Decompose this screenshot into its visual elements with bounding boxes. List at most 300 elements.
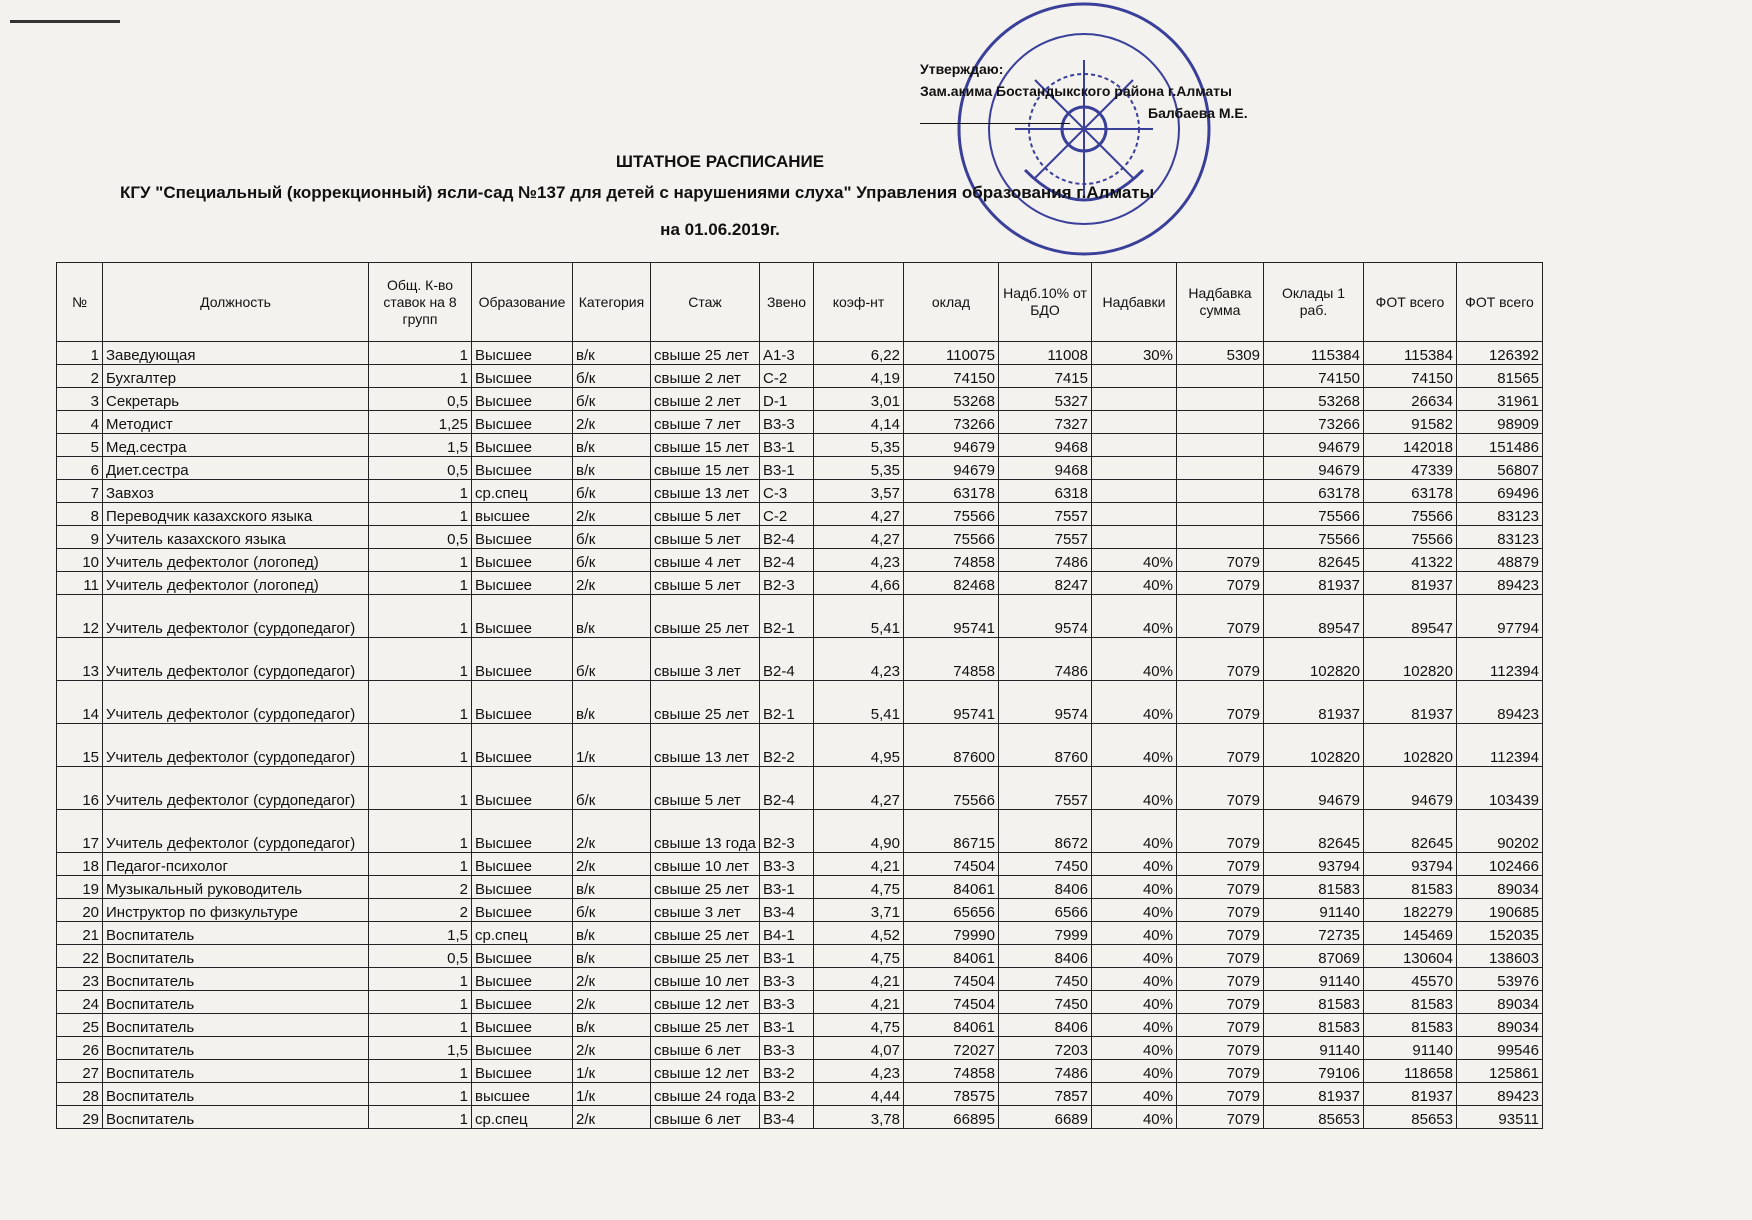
cell-exp: свыше 15 лет: [651, 434, 760, 457]
cell-fot1: 102820: [1364, 724, 1457, 767]
cell-pct: 40%: [1092, 810, 1177, 853]
cell-sal1: 81937: [1264, 681, 1364, 724]
cell-edu: ср.спец: [472, 480, 573, 503]
cell-n: 23: [57, 968, 103, 991]
cell-bonus: 7079: [1177, 1037, 1264, 1060]
cell-pct: [1092, 411, 1177, 434]
cell-coef: 3,78: [814, 1106, 904, 1129]
cell-fot2: 81565: [1457, 365, 1543, 388]
cell-exp: свыше 12 лет: [651, 1060, 760, 1083]
cell-fot1: 75566: [1364, 503, 1457, 526]
table-row: [57, 1083, 1543, 1106]
cell-coef: 5,35: [814, 434, 904, 457]
cell-bonus: 7079: [1177, 572, 1264, 595]
cell-pos: Учитель дефектолог (сурдопедагог): [103, 724, 369, 767]
cell-pos: Учитель дефектолог (сурдопедагог): [103, 595, 369, 638]
column-header: Должность: [103, 263, 369, 342]
cell-fot1: 81583: [1364, 991, 1457, 1014]
cell-pct: 40%: [1092, 899, 1177, 922]
cell-bonus: 7079: [1177, 922, 1264, 945]
doc-title: ШТАТНОЕ РАСПИСАНИЕ: [615, 152, 825, 171]
cell-sal1: 75566: [1264, 503, 1364, 526]
cell-salary: 84061: [904, 1014, 999, 1037]
cell-bonus: 7079: [1177, 945, 1264, 968]
cell-bdo: 9468: [999, 434, 1092, 457]
cell-salary: 72027: [904, 1037, 999, 1060]
table-row: [57, 457, 1543, 480]
cell-fot2: 138603: [1457, 945, 1543, 968]
cell-edu: Высшее: [472, 638, 573, 681]
cell-pos: Учитель дефектолог (сурдопедагог): [103, 767, 369, 810]
cell-pos: Воспитатель: [103, 922, 369, 945]
cell-fot1: 115384: [1364, 342, 1457, 365]
cell-bdo: 9574: [999, 681, 1092, 724]
cell-salary: 75566: [904, 526, 999, 549]
cell-bonus: [1177, 388, 1264, 411]
cell-rate: 1: [369, 365, 472, 388]
cell-bonus: [1177, 365, 1264, 388]
cell-n: 1: [57, 342, 103, 365]
cell-bdo: 7450: [999, 968, 1092, 991]
cell-sal1: 91140: [1264, 968, 1364, 991]
cell-pct: [1092, 480, 1177, 503]
cell-n: 7: [57, 480, 103, 503]
cell-bdo: 7415: [999, 365, 1092, 388]
cell-edu: Высшее: [472, 1060, 573, 1083]
cell-exp: свыше 3 лет: [651, 638, 760, 681]
cell-exp: свыше 25 лет: [651, 342, 760, 365]
cell-fot2: 89034: [1457, 1014, 1543, 1037]
cell-fot1: 74150: [1364, 365, 1457, 388]
cell-coef: 4,66: [814, 572, 904, 595]
cell-sal1: 81583: [1264, 991, 1364, 1014]
cell-salary: 75566: [904, 767, 999, 810]
cell-coef: 4,21: [814, 991, 904, 1014]
cell-exp: свыше 10 лет: [651, 968, 760, 991]
cell-n: 16: [57, 767, 103, 810]
cell-fot2: 102466: [1457, 853, 1543, 876]
column-header: Образование: [472, 263, 573, 342]
cell-bdo: 9468: [999, 457, 1092, 480]
cell-cat: 2/к: [573, 1106, 651, 1129]
cell-grade: В3-3: [760, 411, 814, 434]
cell-coef: 4,44: [814, 1083, 904, 1106]
cell-cat: б/к: [573, 767, 651, 810]
cell-rate: 1: [369, 1083, 472, 1106]
column-header: оклад: [904, 263, 999, 342]
cell-bonus: 7079: [1177, 638, 1264, 681]
cell-sal1: 72735: [1264, 922, 1364, 945]
cell-fot2: 126392: [1457, 342, 1543, 365]
cell-rate: 1: [369, 503, 472, 526]
table-row: [57, 876, 1543, 899]
cell-salary: 110075: [904, 342, 999, 365]
cell-pct: [1092, 503, 1177, 526]
cell-grade: В2-4: [760, 526, 814, 549]
cell-pct: 40%: [1092, 724, 1177, 767]
cell-n: 3: [57, 388, 103, 411]
cell-pos: Завхоз: [103, 480, 369, 503]
cell-salary: 87600: [904, 724, 999, 767]
cell-fot1: 47339: [1364, 457, 1457, 480]
cell-bdo: 8406: [999, 1014, 1092, 1037]
cell-fot2: 98909: [1457, 411, 1543, 434]
cell-edu: Высшее: [472, 365, 573, 388]
cell-bonus: 7079: [1177, 1083, 1264, 1106]
cell-pos: Диет.сестра: [103, 457, 369, 480]
cell-exp: свыше 15 лет: [651, 457, 760, 480]
cell-sal1: 93794: [1264, 853, 1364, 876]
cell-n: 27: [57, 1060, 103, 1083]
cell-rate: 1,5: [369, 434, 472, 457]
cell-edu: Высшее: [472, 388, 573, 411]
cell-n: 8: [57, 503, 103, 526]
cell-rate: 1: [369, 853, 472, 876]
cell-n: 5: [57, 434, 103, 457]
cell-edu: Высшее: [472, 526, 573, 549]
cell-bonus: [1177, 503, 1264, 526]
cell-edu: Высшее: [472, 853, 573, 876]
cell-fot2: 89423: [1457, 572, 1543, 595]
cell-fot2: 89423: [1457, 1083, 1543, 1106]
table-row: [57, 853, 1543, 876]
cell-salary: 74504: [904, 991, 999, 1014]
cell-exp: свыше 13 лет: [651, 480, 760, 503]
cell-bdo: 7557: [999, 503, 1092, 526]
cell-exp: свыше 25 лет: [651, 1014, 760, 1037]
cell-grade: В3-1: [760, 945, 814, 968]
cell-coef: 4,23: [814, 1060, 904, 1083]
cell-exp: свыше 13 лет: [651, 724, 760, 767]
cell-bdo: 7450: [999, 991, 1092, 1014]
cell-rate: 0,5: [369, 388, 472, 411]
cell-cat: 1/к: [573, 724, 651, 767]
table-row: [57, 899, 1543, 922]
cell-exp: свыше 5 лет: [651, 767, 760, 810]
cell-pos: Учитель дефектолог (сурдопедагог): [103, 810, 369, 853]
cell-fot2: 53976: [1457, 968, 1543, 991]
cell-pct: [1092, 388, 1177, 411]
cell-coef: 4,14: [814, 411, 904, 434]
table-row: [57, 342, 1543, 365]
cell-sal1: 85653: [1264, 1106, 1364, 1129]
column-header: коэф-нт: [814, 263, 904, 342]
column-header: Надбавки: [1092, 263, 1177, 342]
cell-pos: Воспитатель: [103, 1060, 369, 1083]
cell-salary: 65656: [904, 899, 999, 922]
cell-coef: 4,23: [814, 638, 904, 681]
cell-cat: в/к: [573, 457, 651, 480]
cell-coef: 4,27: [814, 503, 904, 526]
table-row: [57, 638, 1543, 681]
cell-edu: Высшее: [472, 681, 573, 724]
cell-fot1: 41322: [1364, 549, 1457, 572]
cell-coef: 4,75: [814, 1014, 904, 1037]
cell-fot2: 190685: [1457, 899, 1543, 922]
table-row: [57, 572, 1543, 595]
cell-salary: 95741: [904, 595, 999, 638]
cell-salary: 79990: [904, 922, 999, 945]
cell-fot1: 81583: [1364, 876, 1457, 899]
cell-bonus: 7079: [1177, 767, 1264, 810]
cell-bonus: 7079: [1177, 549, 1264, 572]
cell-sal1: 94679: [1264, 457, 1364, 480]
cell-edu: Высшее: [472, 1037, 573, 1060]
table-row: [57, 1060, 1543, 1083]
cell-grade: В3-1: [760, 1014, 814, 1037]
cell-pct: 40%: [1092, 1083, 1177, 1106]
cell-fot2: 83123: [1457, 526, 1543, 549]
cell-bonus: 7079: [1177, 1106, 1264, 1129]
cell-exp: свыше 25 лет: [651, 681, 760, 724]
cell-edu: высшее: [472, 1083, 573, 1106]
cell-rate: 0,5: [369, 945, 472, 968]
cell-fot2: 112394: [1457, 638, 1543, 681]
column-header: Звено: [760, 263, 814, 342]
cell-cat: в/к: [573, 945, 651, 968]
cell-coef: 4,27: [814, 526, 904, 549]
cell-sal1: 74150: [1264, 365, 1364, 388]
cell-cat: б/к: [573, 480, 651, 503]
cell-exp: свыше 5 лет: [651, 503, 760, 526]
cell-sal1: 75566: [1264, 526, 1364, 549]
cell-cat: в/к: [573, 434, 651, 457]
cell-coef: 4,95: [814, 724, 904, 767]
cell-fot1: 93794: [1364, 853, 1457, 876]
cell-rate: 1: [369, 638, 472, 681]
cell-edu: ср.спец: [472, 1106, 573, 1129]
cell-cat: в/к: [573, 922, 651, 945]
cell-n: 18: [57, 853, 103, 876]
cell-cat: б/к: [573, 365, 651, 388]
cell-salary: 74504: [904, 853, 999, 876]
column-header: ФОТ всего: [1364, 263, 1457, 342]
cell-pct: 40%: [1092, 1060, 1177, 1083]
cell-pct: 40%: [1092, 767, 1177, 810]
cell-edu: Высшее: [472, 434, 573, 457]
cell-salary: 53268: [904, 388, 999, 411]
cell-pos: Воспитатель: [103, 1037, 369, 1060]
cell-pos: Учитель дефектолог (сурдопедагог): [103, 681, 369, 724]
cell-salary: 73266: [904, 411, 999, 434]
cell-coef: 4,21: [814, 853, 904, 876]
cell-fot1: 81583: [1364, 1014, 1457, 1037]
cell-exp: свыше 7 лет: [651, 411, 760, 434]
cell-fot2: 56807: [1457, 457, 1543, 480]
cell-n: 22: [57, 945, 103, 968]
cell-bdo: 7999: [999, 922, 1092, 945]
table-row: [57, 549, 1543, 572]
cell-coef: 6,22: [814, 342, 904, 365]
cell-rate: 1: [369, 572, 472, 595]
cell-rate: 1,25: [369, 411, 472, 434]
cell-grade: В2-3: [760, 810, 814, 853]
cell-sal1: 102820: [1264, 724, 1364, 767]
cell-exp: свыше 5 лет: [651, 526, 760, 549]
cell-salary: 74858: [904, 638, 999, 681]
cell-pct: 40%: [1092, 991, 1177, 1014]
cell-rate: 1: [369, 724, 472, 767]
cell-grade: В2-3: [760, 572, 814, 595]
cell-pos: Методист: [103, 411, 369, 434]
cell-salary: 74858: [904, 1060, 999, 1083]
cell-sal1: 91140: [1264, 1037, 1364, 1060]
cell-salary: 82468: [904, 572, 999, 595]
cell-coef: 4,75: [814, 876, 904, 899]
cell-grade: В2-4: [760, 638, 814, 681]
cell-bonus: 7079: [1177, 876, 1264, 899]
table-row: [57, 922, 1543, 945]
cell-exp: свыше 6 лет: [651, 1106, 760, 1129]
table-row: [57, 595, 1543, 638]
cell-salary: 84061: [904, 945, 999, 968]
cell-fot2: 93511: [1457, 1106, 1543, 1129]
column-header: Надбавка сумма: [1177, 263, 1264, 342]
cell-bonus: [1177, 411, 1264, 434]
cell-bdo: 7486: [999, 1060, 1092, 1083]
cell-salary: 66895: [904, 1106, 999, 1129]
cell-exp: свыше 25 лет: [651, 876, 760, 899]
top-rule: [10, 20, 120, 23]
cell-coef: 4,21: [814, 968, 904, 991]
cell-salary: 94679: [904, 434, 999, 457]
cell-edu: Высшее: [472, 724, 573, 767]
cell-sal1: 115384: [1264, 342, 1364, 365]
cell-fot1: 26634: [1364, 388, 1457, 411]
table-row: [57, 434, 1543, 457]
cell-cat: в/к: [573, 342, 651, 365]
cell-pct: 30%: [1092, 342, 1177, 365]
cell-rate: 1: [369, 991, 472, 1014]
cell-fot1: 82645: [1364, 810, 1457, 853]
table-row: [57, 968, 1543, 991]
cell-sal1: 91140: [1264, 899, 1364, 922]
cell-sal1: 94679: [1264, 434, 1364, 457]
cell-fot1: 81937: [1364, 572, 1457, 595]
cell-rate: 1: [369, 968, 472, 991]
cell-coef: 3,71: [814, 899, 904, 922]
cell-pos: Переводчик казахского языка: [103, 503, 369, 526]
cell-n: 24: [57, 991, 103, 1014]
cell-grade: В3-4: [760, 899, 814, 922]
cell-pct: 40%: [1092, 922, 1177, 945]
column-header: Общ. К-во ставок на 8 групп: [369, 263, 472, 342]
cell-bdo: 8247: [999, 572, 1092, 595]
approve-title: Утверждаю:: [920, 61, 1004, 77]
cell-fot1: 118658: [1364, 1060, 1457, 1083]
cell-bdo: 7486: [999, 638, 1092, 681]
cell-fot2: 83123: [1457, 503, 1543, 526]
cell-n: 15: [57, 724, 103, 767]
cell-cat: в/к: [573, 876, 651, 899]
cell-exp: свыше 2 лет: [651, 388, 760, 411]
cell-pct: 40%: [1092, 876, 1177, 899]
cell-pos: Учитель дефектолог (сурдопедагог): [103, 638, 369, 681]
cell-rate: 0,5: [369, 526, 472, 549]
cell-pct: 40%: [1092, 1014, 1177, 1037]
cell-coef: 4,07: [814, 1037, 904, 1060]
table-row: [57, 767, 1543, 810]
cell-edu: Высшее: [472, 342, 573, 365]
cell-salary: 75566: [904, 503, 999, 526]
approve-position: Зам.акима Бостандыкского района г.Алматы: [920, 83, 1232, 99]
cell-pct: [1092, 365, 1177, 388]
cell-bdo: 7327: [999, 411, 1092, 434]
cell-pos: Учитель казахского языка: [103, 526, 369, 549]
table-row: [57, 724, 1543, 767]
cell-coef: 4,75: [814, 945, 904, 968]
cell-sal1: 87069: [1264, 945, 1364, 968]
cell-pos: Учитель дефектолог (логопед): [103, 572, 369, 595]
cell-fot2: 89034: [1457, 991, 1543, 1014]
cell-grade: В3-2: [760, 1060, 814, 1083]
cell-rate: 2: [369, 899, 472, 922]
cell-sal1: 82645: [1264, 810, 1364, 853]
table-row: [57, 681, 1543, 724]
cell-rate: 1: [369, 681, 472, 724]
column-header: Стаж: [651, 263, 760, 342]
cell-fot1: 81937: [1364, 681, 1457, 724]
cell-fot2: 89034: [1457, 876, 1543, 899]
table-row: [57, 1014, 1543, 1037]
cell-salary: 74150: [904, 365, 999, 388]
cell-pct: 40%: [1092, 549, 1177, 572]
cell-edu: Высшее: [472, 572, 573, 595]
cell-coef: 4,27: [814, 767, 904, 810]
doc-date: на 01.06.2019г.: [660, 220, 780, 239]
cell-grade: В3-3: [760, 968, 814, 991]
cell-edu: Высшее: [472, 411, 573, 434]
column-header: Категория: [573, 263, 651, 342]
cell-pct: 40%: [1092, 1106, 1177, 1129]
cell-n: 14: [57, 681, 103, 724]
cell-grade: D-1: [760, 388, 814, 411]
cell-cat: 2/к: [573, 810, 651, 853]
cell-rate: 1: [369, 810, 472, 853]
cell-pos: Воспитатель: [103, 1014, 369, 1037]
cell-salary: 74504: [904, 968, 999, 991]
cell-bdo: 7486: [999, 549, 1092, 572]
cell-edu: Высшее: [472, 767, 573, 810]
cell-salary: 84061: [904, 876, 999, 899]
cell-sal1: 79106: [1264, 1060, 1364, 1083]
cell-grade: В2-1: [760, 595, 814, 638]
column-header: №: [57, 263, 103, 342]
cell-exp: свыше 25 лет: [651, 922, 760, 945]
cell-coef: 5,35: [814, 457, 904, 480]
cell-coef: 5,41: [814, 681, 904, 724]
cell-pct: 40%: [1092, 968, 1177, 991]
cell-sal1: 81583: [1264, 1014, 1364, 1037]
cell-edu: Высшее: [472, 945, 573, 968]
cell-exp: свыше 4 лет: [651, 549, 760, 572]
cell-grade: В3-3: [760, 991, 814, 1014]
cell-bdo: 8406: [999, 945, 1092, 968]
cell-pct: [1092, 434, 1177, 457]
cell-fot1: 63178: [1364, 480, 1457, 503]
table-header: [57, 263, 1543, 342]
table-row: [57, 991, 1543, 1014]
cell-bonus: 7079: [1177, 810, 1264, 853]
cell-cat: 2/к: [573, 991, 651, 1014]
cell-rate: 1: [369, 1014, 472, 1037]
cell-sal1: 82645: [1264, 549, 1364, 572]
cell-coef: 4,90: [814, 810, 904, 853]
cell-coef: 3,01: [814, 388, 904, 411]
cell-sal1: 89547: [1264, 595, 1364, 638]
cell-cat: 2/к: [573, 1037, 651, 1060]
cell-bonus: [1177, 457, 1264, 480]
